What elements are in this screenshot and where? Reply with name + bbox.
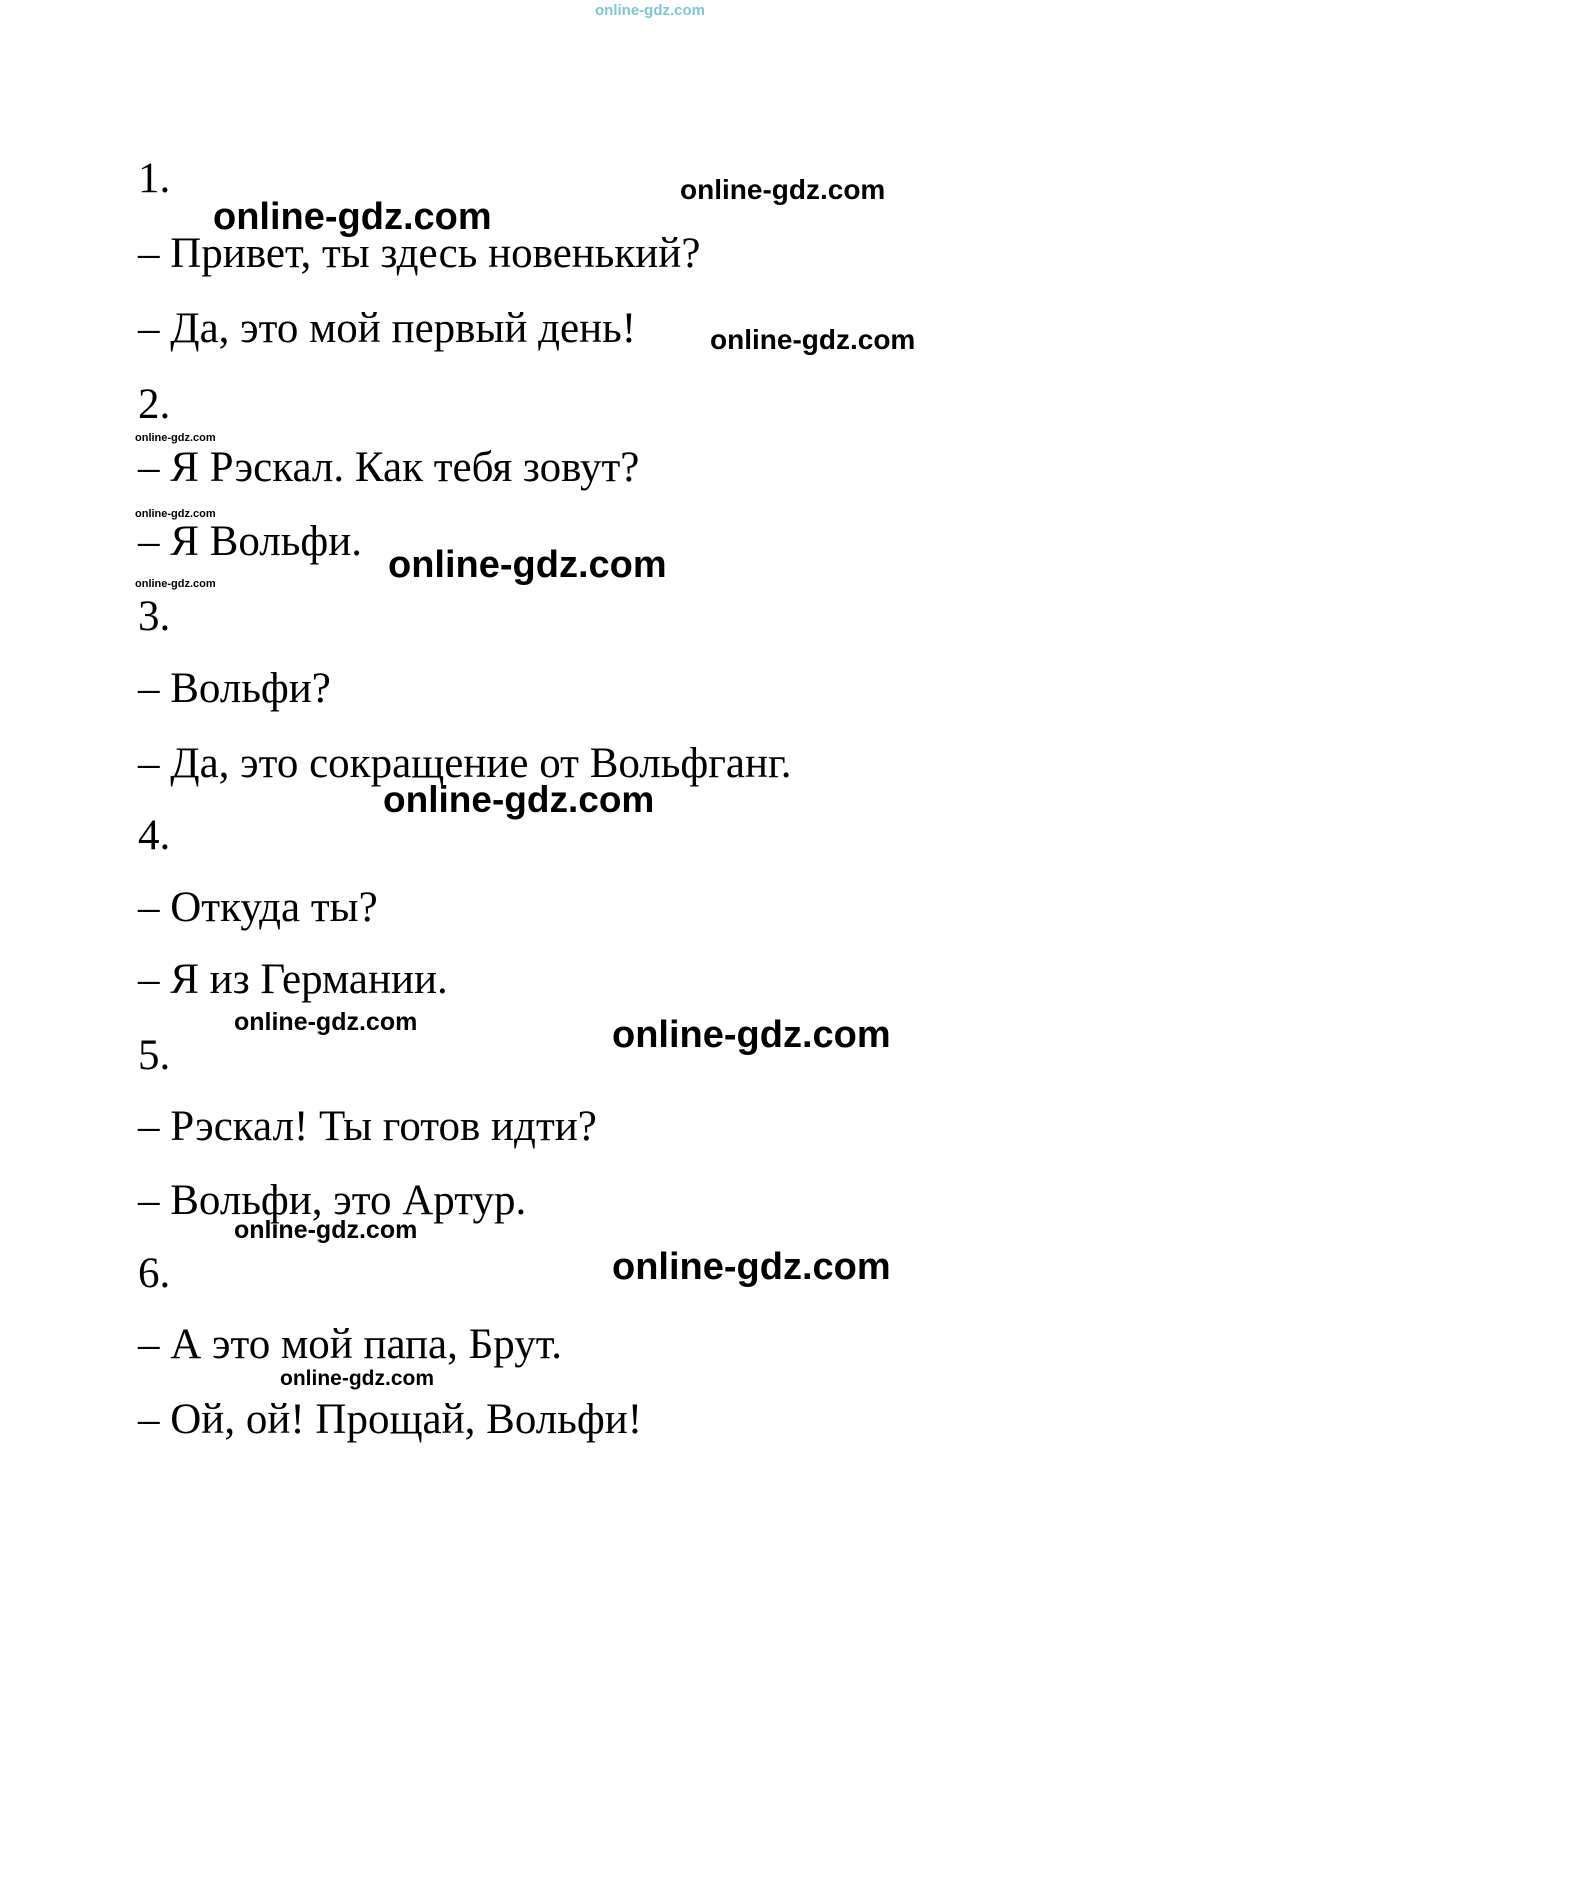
dialogue-4-line-1: – Откуда ты? [138, 884, 378, 931]
dialogue-4-number: 4. [138, 812, 171, 859]
dialogue-2-line-1: – Я Рэскал. Как тебя зовут? [138, 444, 640, 491]
dialogue-5-line-1: – Рэскал! Ты готов идти? [138, 1103, 597, 1150]
dialogue-1-number: 1. [138, 155, 171, 202]
watermark-08: online-gdz.com [383, 779, 655, 820]
dialogue-2-number: 2. [138, 381, 171, 428]
dialogue-5-line-2: – Вольфи, это Артур. [138, 1177, 527, 1224]
watermark-05: online-gdz.com [135, 508, 216, 520]
dialogue-6-line-2: – Ой, ой! Прощай, Вольфи! [138, 1396, 643, 1443]
dialogue-3-number: 3. [138, 593, 171, 640]
watermark-top: online-gdz.com [595, 2, 705, 19]
watermark-12: online-gdz.com [612, 1246, 891, 1288]
watermark-11: online-gdz.com [234, 1216, 418, 1244]
watermark-07: online-gdz.com [135, 578, 216, 590]
dialogue-6-number: 6. [138, 1250, 171, 1297]
watermark-04: online-gdz.com [135, 432, 216, 444]
watermark-13: online-gdz.com [280, 1367, 434, 1390]
watermark-10: online-gdz.com [612, 1014, 891, 1056]
watermark-06: online-gdz.com [388, 544, 667, 586]
dialogue-2-line-2: – Я Вольфи. [138, 518, 362, 565]
watermark-09: online-gdz.com [234, 1008, 418, 1036]
dialogue-1-line-2: – Да, это мой первый день! [138, 305, 637, 352]
watermark-03: online-gdz.com [710, 324, 916, 355]
dialogue-1-line-1: – Привет, ты здесь новенький? [138, 230, 701, 277]
watermark-01: online-gdz.com [680, 174, 886, 205]
dialogue-3-line-1: – Вольфи? [138, 665, 331, 712]
dialogue-4-line-2: – Я из Германии. [138, 956, 448, 1003]
watermark-02: online-gdz.com [213, 196, 492, 238]
dialogue-5-number: 5. [138, 1032, 171, 1079]
dialogue-6-line-1: – А это мой папа, Брут. [138, 1321, 563, 1368]
dialogue-3-line-2: – Да, это сокращение от Вольфганг. [138, 740, 792, 787]
